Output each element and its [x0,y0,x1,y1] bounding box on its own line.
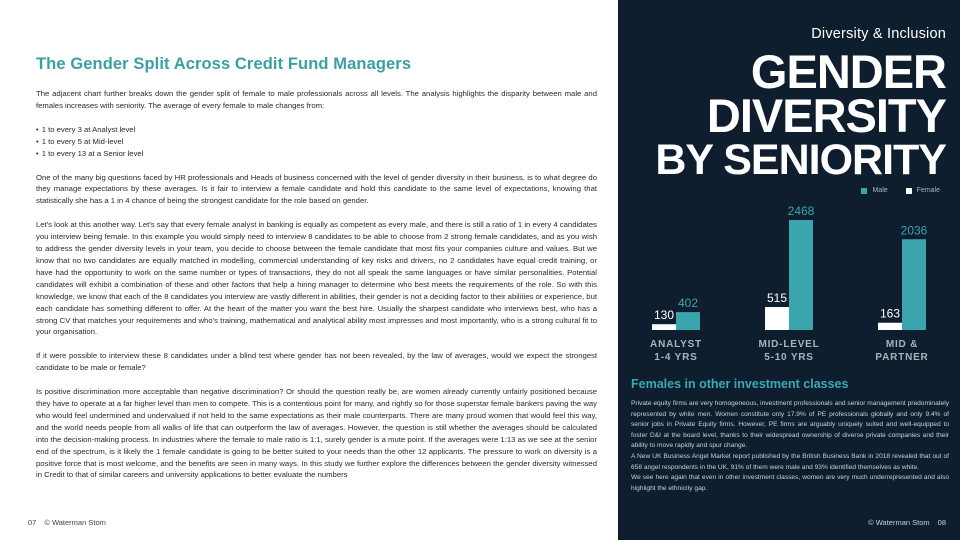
label-female-1: 515 [766,291,788,306]
label-male-0: 402 [677,296,699,311]
category-label-0-line2: 1-4 YRS [654,352,698,363]
label-male-2: 2036 [900,223,928,238]
section-kicker: Diversity & Inclusion [811,26,946,42]
ratio-item-senior: • 1 to every 13 at a Senior level [36,148,597,160]
paragraph-3: Let's look at this another way. Let's say that every female analyst in banking is equally as competent as every male, and there is still a ratio of 1 in every 4 candidates you interview being female. In this example you would simply need to interview 8 candidates to be able to choose from 2 strong female candidates, and as you wish to address the gender diversity levels in your team, you decide to choose between the female candidate that most fits your companies culture and values. But we know that no two candidates are equally matched in modelling, commercial understanding of key risks and drivers, no 2 candidates have equal credit training, or have had the opportunity to work on the same number or types of transactions, they do not all speak the same languages or have similar personalities. Potential candidates will exhibit a combination of these and other factors that help a hiring manager to determine who best meets the requirements of the role. So with this knowledge, we know that each of the 8 candidates you interview are vastly different in abilities, their gender is not a deciding factor to their abilities or experience, but each candidate has something different to offer. At the heart of the matter you want the best hire. Usually the sharpest candidate who interviews best, who has a strong CV that matches your requirements and who's training, mathematical and analytical ability most impresses and most importantly, who is a strong cultural fit to your organisation. [36,220,597,337]
angel-paragraph: A New UK Business Angel Market report published by the British Business Bank in 2018 revealed that out of 658 angel respondents in the UK, 91% of them were male and 93% identified themselves as white. [631,452,949,471]
bar-male-1 [789,220,813,330]
headline-line-2: DIVERSITY [706,89,946,142]
ratio-item-mid: • 1 to every 5 at Mid-level [36,136,597,148]
category-label-1-line2: 5-10 YRS [764,352,814,363]
category-label-2-line1: MID & [885,339,919,350]
summary-paragraph: We see here again that even in other investment classes, women are very much underrepresented and also highlight the ethnicity gap. [631,474,949,492]
chart-legend [861,187,940,194]
label-male-1: 2468 [787,204,815,218]
label-female-2: 163 [879,306,901,321]
legend-male-swatch [861,188,867,194]
intro-paragraph: The adjacent chart further breaks down the gender split of female to male professionals across all levels. The analysis highlights the disparity between male and females increases with seniority. The average of every female to male changes from: [36,89,597,110]
copyright-left: © Waterman Stom [44,518,106,527]
category-label-0-line1: ANALYST [650,339,702,350]
seniority-bar-chart [618,195,960,375]
legend-male: Male [861,187,887,194]
legend-female: Female [906,187,940,194]
paragraph-4: If it were possible to interview these 8 candidates under a blind test where gender has not been revealed, by the law of averages, would we expect the strongest candidate to be male or female? [36,351,597,373]
bar-female-1 [765,307,789,330]
section-title: Females in other investment classes [631,377,849,391]
bar-male-2 [902,239,926,330]
right-page [618,0,960,540]
bar-male-0 [676,312,700,330]
ratio-item-analyst: • 1 to every 3 at Analyst level [36,124,597,136]
footer-left [28,518,114,527]
page-number-right: 08 [937,518,946,527]
legend-female-swatch [906,188,912,194]
copyright-right: © Waterman Stom [868,518,930,527]
footer-right [860,518,946,527]
label-female-0: 130 [653,308,675,323]
paragraph-5: Is positive discrimination more acceptable than negative discrimination? Or should the question really be, are women already currently unfairly positioned because they have to operate at a far higher level than men to compete. This is a contentious point for many, and rightly so for those superstar female bankers paving the way who would feel undermined and undervalued if not held to the same expectations as their male counterparts. There are many proud women that would feel this way, and the world needs people from all walks of life that can outperform the law of averages. However, the question is still whether the averages should be calculated into the decision-making process. In industries where the female to male ratio is 1:1, surely gender is a mute point. If the averages were 1:13 as we see at the senior end of the spectrum, is it likely the 1 female candidate is going to be better suited to your needs than the other 12 applicants. The pressure to work on diversity is a positive force that is most welcome, and the benefits are seen in many ways. In this study we further explore the differences between the gender diversity witnessed in Credit to that of similar careers and university applications to better evaluate the numbers [36,387,597,480]
headline-line-3: BY SENIORITY [655,136,946,184]
page-title: The Gender Split Across Credit Fund Managers [36,55,412,73]
bar-female-2 [878,323,902,330]
paragraph-2: One of the many big questions faced by HR professionals and Heads of business concerned with the level of gender diversity in their business, is to what degree do they manage expectations by these averages. Is it fair to interview a female candidate and hold this candidate to the same level of expectations, knowing that statistically she has a 1 in 4 chance of being the strongest candidate for the role based on gender. [36,172,597,206]
headline-line-1: GENDER [750,45,946,98]
bar-female-0 [652,324,676,330]
category-label-2-line2: PARTNER [875,352,929,363]
pe-paragraph: Private equity firms are very homogeneous, investment professionals and senior management predominately represented by white men. Women constitute only 17.9% of PE professionals globally and only 9.4% of senior jobs in Private Equity firms. However, PE firms are arguably uniquely suited and well-equipped to foster D&I at the board level, thanks to their widespread ownership of diverse private companies and their ability to move rapidly and spur change. [631,400,949,450]
category-label-1-line1: MID-LEVEL [758,339,820,350]
section-body [631,399,949,494]
article-body [36,88,597,481]
ratio-list [36,124,597,160]
page-number-left: 07 [28,518,37,527]
